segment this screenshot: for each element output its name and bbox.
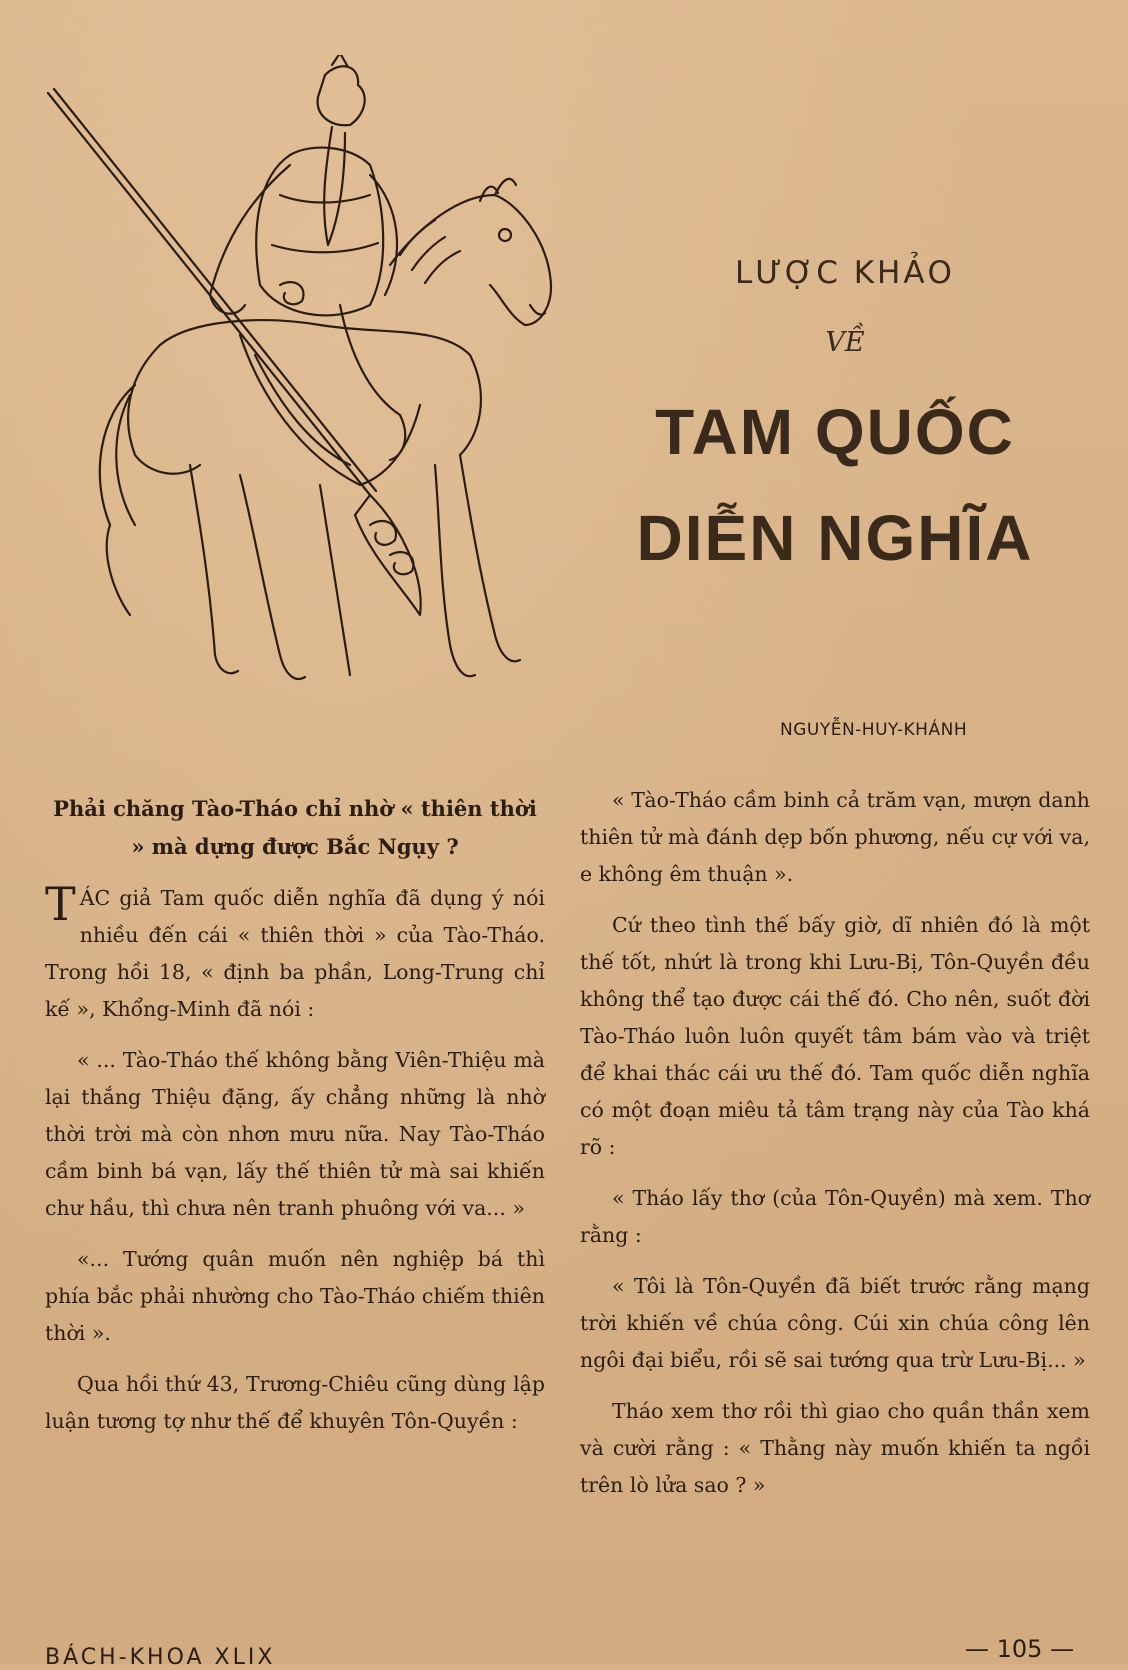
title-line-dien-nghia: DIỄN NGHĨA (636, 502, 1034, 574)
paragraph: « Tào-Tháo cầm binh cả trăm vạn, mượn danh thiên tử mà đánh dẹp bốn phương, nếu cự với va, e không êm thuận ». (580, 788, 1090, 886)
paragraph: « Tôi là Tôn-Quyền đã biết trước rằng mạng trời khiến về chúa công. Cúi xin chúa công lên ngôi đại biểu, rồi sẽ sai tướng qua trừ Lưu-Bị... » (580, 1274, 1090, 1372)
left-text-column (45, 790, 545, 1454)
paragraph: «... Tướng quân muốn nên nghiệp bá thì phía bắc phải nhường cho Tào-Tháo chiếm thiên thời ». (45, 1247, 545, 1345)
paragraph: « ... Tào-Tháo thế không bằng Viên-Thiệu mà lại thắng Thiệu đặng, ấy chẳng những là nhờ thời trời mà còn nhơn mưu nữa. Nay Tào-Tháo cầm binh bá vạn, lấy thế thiên tử mà sai khiến chư hầu, thì chưa nên tranh phuông với va... » (45, 1048, 545, 1220)
paragraph: Tháo xem thơ rồi thì giao cho quần thần xem và cười rằng : « Thằng này muốn khiến ta ngồi trên lò lửa sao ? » (580, 1399, 1090, 1497)
section-heading: Phải chăng Tào-Tháo chỉ nhờ « thiên thời » mà dựng được Bắc Ngụy ? (53, 796, 537, 859)
paragraph: TÁC giả Tam quốc diễn nghĩa đã dụng ý nói nhiều đến cái « thiên thời » của Tào-Tháo. Trong hồi 18, « định ba phần, Long-Trung chỉ kế », Khổng-Minh đã nói : (45, 877, 545, 1021)
paragraph: Cứ theo tình thế bấy giờ, dĩ nhiên đó là một thế tốt, nhứt là trong khi Lưu-Bị, Tôn-Quyền đều không thể tạo được cái thế đó. Cho nên, suốt đời Tào-Tháo luôn luôn quyết tâm bám vào và triệt để khai thác cái ưu thế đó. Tam quốc diễn nghĩa có một đoạn miêu tả tâm trạng này của Tào khá rõ : (580, 913, 1090, 1159)
drop-cap: T (45, 877, 76, 931)
paragraph: « Tháo lấy thơ (của Tôn-Quyền) mà xem. Thơ rằng : (580, 1186, 1090, 1247)
page-number: — 105 — (965, 1635, 1075, 1663)
article-title-block (600, 255, 1070, 574)
paragraph: Qua hồi thứ 43, Trương-Chiêu cũng dùng lập luận tương tợ như thế để khuyên Tôn-Quyền : (45, 1372, 545, 1433)
horseman-illustration (40, 55, 600, 715)
magazine-issue-label: BÁCH-KHOA XLIX (45, 1645, 276, 1670)
title-line-ve: VỀ (825, 327, 865, 358)
general-on-horse-drawing (40, 55, 600, 715)
right-text-column (580, 782, 1090, 1518)
title-line-luoc-khao: LƯỢC KHẢO (735, 255, 955, 291)
title-line-tam-quoc: TAM QUỐC (655, 396, 1015, 468)
article-author: NGUYỄN-HUY-KHÁNH (780, 720, 968, 740)
